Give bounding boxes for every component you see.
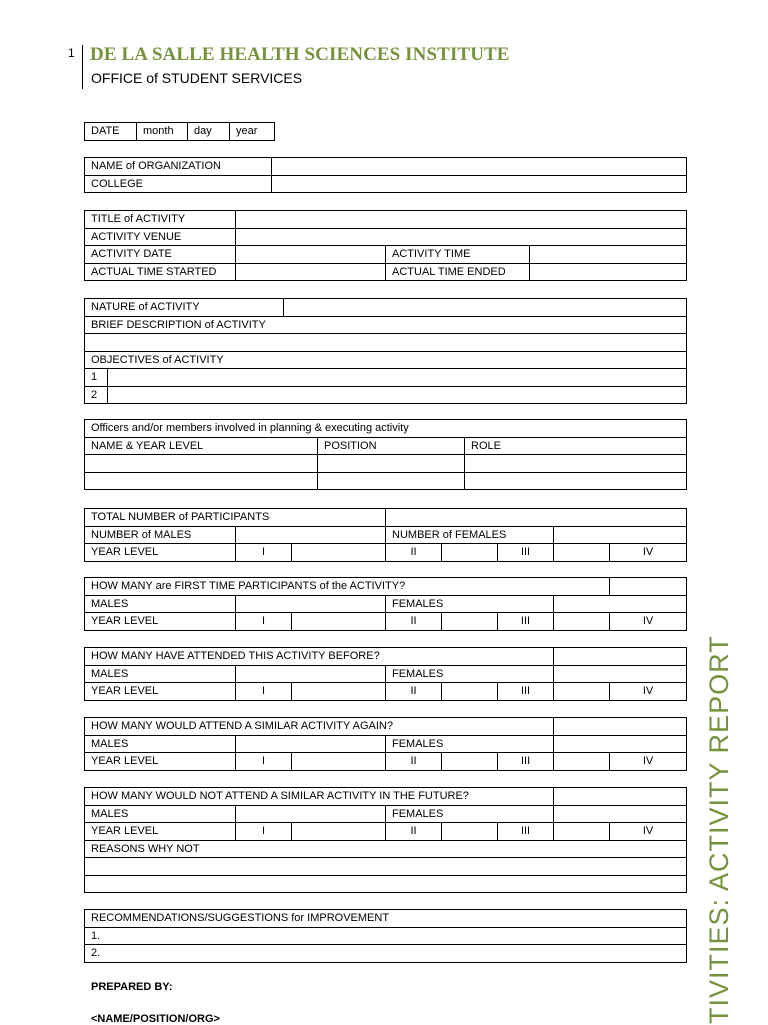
year-level-label: YEAR LEVEL	[85, 753, 236, 771]
males-field[interactable]	[236, 665, 386, 683]
activity-venue-field[interactable]	[236, 228, 687, 246]
officer-position-field[interactable]	[318, 472, 465, 490]
description-label: BRIEF DESCRIPTION of ACTIVITY	[85, 316, 687, 334]
recommendations-table	[84, 909, 687, 963]
year-4-label: IV	[610, 823, 687, 841]
males-field[interactable]	[236, 735, 386, 753]
activity-date-label: ACTIVITY DATE	[85, 246, 236, 264]
attended-before-question: HOW MANY HAVE ATTENDED THIS ACTIVITY BEFORE?	[85, 648, 554, 666]
year-2-field[interactable]	[442, 683, 498, 701]
year-2-field[interactable]	[442, 544, 498, 562]
officer-role-field[interactable]	[465, 472, 687, 490]
year-3-label: III	[498, 823, 554, 841]
males-field[interactable]	[236, 526, 386, 544]
year-3-label: III	[498, 613, 554, 631]
attended-before-field[interactable]	[554, 648, 687, 666]
year-level-label: YEAR LEVEL	[85, 823, 236, 841]
not-attend-field[interactable]	[554, 788, 687, 806]
year-1-field[interactable]	[292, 683, 386, 701]
year-3-field[interactable]	[554, 683, 610, 701]
participants-table	[84, 508, 687, 562]
year-1-field[interactable]	[292, 753, 386, 771]
year-4-label: IV	[610, 544, 687, 562]
date-month-field[interactable]: month	[137, 123, 188, 141]
header-divider	[82, 45, 83, 89]
year-level-label: YEAR LEVEL	[85, 683, 236, 701]
females-field[interactable]	[554, 805, 687, 823]
not-attend-question: HOW MANY WOULD NOT ATTEND A SIMILAR ACTIVITY IN THE FUTURE?	[85, 788, 554, 806]
col-role: ROLE	[465, 437, 687, 455]
officer-role-field[interactable]	[465, 455, 687, 473]
year-1-label: I	[236, 683, 292, 701]
first-time-question: HOW MANY are FIRST TIME PARTICIPANTS of the ACTIVITY?	[85, 578, 610, 596]
year-2-label: II	[386, 753, 442, 771]
college-label: COLLEGE	[85, 175, 272, 193]
objective-1-number: 1	[85, 369, 108, 387]
signature-placeholder: <NAME/POSITION/ORG>	[91, 1013, 220, 1025]
year-2-label: II	[386, 683, 442, 701]
not-attend-table	[84, 787, 687, 893]
year-2-label: II	[386, 613, 442, 631]
prepared-by-label: PREPARED BY:	[91, 981, 173, 993]
nature-field[interactable]	[284, 299, 687, 317]
officer-name-field[interactable]	[85, 455, 318, 473]
year-1-label: I	[236, 823, 292, 841]
females-field[interactable]	[554, 735, 687, 753]
females-label: FEMALES	[386, 735, 554, 753]
females-field[interactable]	[554, 595, 687, 613]
nature-label: NATURE of ACTIVITY	[85, 299, 284, 317]
year-1-label: I	[236, 613, 292, 631]
year-2-field[interactable]	[442, 823, 498, 841]
males-label: MALES	[85, 735, 236, 753]
year-2-label: II	[386, 544, 442, 562]
year-4-label: IV	[610, 683, 687, 701]
activity-title-field[interactable]	[236, 211, 687, 229]
date-table	[84, 122, 275, 141]
objective-2-number: 2	[85, 386, 108, 404]
reasons-label: REASONS WHY NOT	[85, 840, 687, 858]
time-started-label: ACTUAL TIME STARTED	[85, 263, 236, 281]
reasons-field[interactable]	[85, 875, 687, 893]
males-field[interactable]	[236, 595, 386, 613]
date-year-field[interactable]: year	[230, 123, 275, 141]
males-field[interactable]	[236, 805, 386, 823]
activity-venue-label: ACTIVITY VENUE	[85, 228, 236, 246]
males-label: MALES	[85, 595, 236, 613]
institution-name: DE LA SALLE HEALTH SCIENCES INSTITUTE	[90, 44, 510, 65]
females-label: FEMALES	[386, 665, 554, 683]
activity-time-label: ACTIVITY TIME	[386, 246, 530, 264]
females-field[interactable]	[554, 526, 687, 544]
year-3-field[interactable]	[554, 823, 610, 841]
description-field[interactable]	[85, 334, 687, 352]
first-time-field[interactable]	[610, 578, 687, 596]
males-label: NUMBER of MALES	[85, 526, 236, 544]
year-1-field[interactable]	[292, 544, 386, 562]
males-label: MALES	[85, 805, 236, 823]
year-2-field[interactable]	[442, 613, 498, 631]
nature-table	[84, 298, 687, 404]
recommendation-item-2[interactable]: 2.	[85, 945, 687, 963]
page-number: 1	[68, 46, 75, 60]
time-ended-label: ACTUAL TIME ENDED	[386, 263, 530, 281]
year-3-label: III	[498, 683, 554, 701]
date-day-field[interactable]: day	[188, 123, 230, 141]
officers-heading: Officers and/or members involved in planning & executing activity	[85, 420, 687, 438]
year-3-label: III	[498, 753, 554, 771]
females-field[interactable]	[554, 665, 687, 683]
org-name-label: NAME of ORGANIZATION	[85, 158, 272, 176]
objectives-label: OBJECTIVES of ACTIVITY	[85, 351, 687, 369]
college-field[interactable]	[272, 175, 687, 193]
year-3-field[interactable]	[554, 544, 610, 562]
year-1-label: I	[236, 753, 292, 771]
year-2-field[interactable]	[442, 753, 498, 771]
females-label: FEMALES	[386, 595, 554, 613]
time-started-field[interactable]	[236, 263, 386, 281]
reasons-field[interactable]	[85, 858, 687, 876]
year-4-label: IV	[610, 753, 687, 771]
officer-position-field[interactable]	[318, 455, 465, 473]
activity-date-field[interactable]	[236, 246, 386, 264]
recommendations-heading: RECOMMENDATIONS/SUGGESTIONS for IMPROVEMENT	[85, 910, 687, 928]
year-3-field[interactable]	[554, 753, 610, 771]
activity-time-field[interactable]	[530, 246, 687, 264]
year-3-field[interactable]	[554, 613, 610, 631]
objective-2-field[interactable]	[108, 386, 687, 404]
year-1-label: I	[236, 544, 292, 562]
side-title: TIVITIES: ACTIVITY REPORT	[704, 635, 734, 1024]
activity-table	[84, 210, 687, 281]
objective-1-field[interactable]	[108, 369, 687, 387]
females-label: NUMBER of FEMALES	[386, 526, 554, 544]
year-3-label: III	[498, 544, 554, 562]
officers-table	[84, 419, 687, 490]
organization-table	[84, 157, 687, 193]
year-1-field[interactable]	[292, 613, 386, 631]
year-4-label: IV	[610, 613, 687, 631]
year-2-label: II	[386, 823, 442, 841]
total-participants-label: TOTAL NUMBER of PARTICIPANTS	[85, 509, 386, 527]
females-label: FEMALES	[386, 805, 554, 823]
total-participants-field[interactable]	[386, 509, 687, 527]
officer-name-field[interactable]	[85, 472, 318, 490]
first-time-table	[84, 577, 687, 631]
time-ended-field[interactable]	[530, 263, 687, 281]
year-level-label: YEAR LEVEL	[85, 613, 236, 631]
year-level-label: YEAR LEVEL	[85, 544, 236, 562]
males-label: MALES	[85, 665, 236, 683]
col-position: POSITION	[318, 437, 465, 455]
attended-before-table	[84, 647, 687, 701]
attend-again-table	[84, 717, 687, 771]
activity-title-label: TITLE of ACTIVITY	[85, 211, 236, 229]
year-1-field[interactable]	[292, 823, 386, 841]
date-label: DATE	[85, 123, 137, 141]
org-name-field[interactable]	[272, 158, 687, 176]
col-name-year: NAME & YEAR LEVEL	[85, 437, 318, 455]
recommendation-item-1[interactable]: 1.	[85, 927, 687, 945]
attend-again-field[interactable]	[554, 718, 687, 736]
attend-again-question: HOW MANY WOULD ATTEND A SIMILAR ACTIVITY AGAIN?	[85, 718, 554, 736]
office-name: OFFICE of STUDENT SERVICES	[91, 70, 303, 86]
